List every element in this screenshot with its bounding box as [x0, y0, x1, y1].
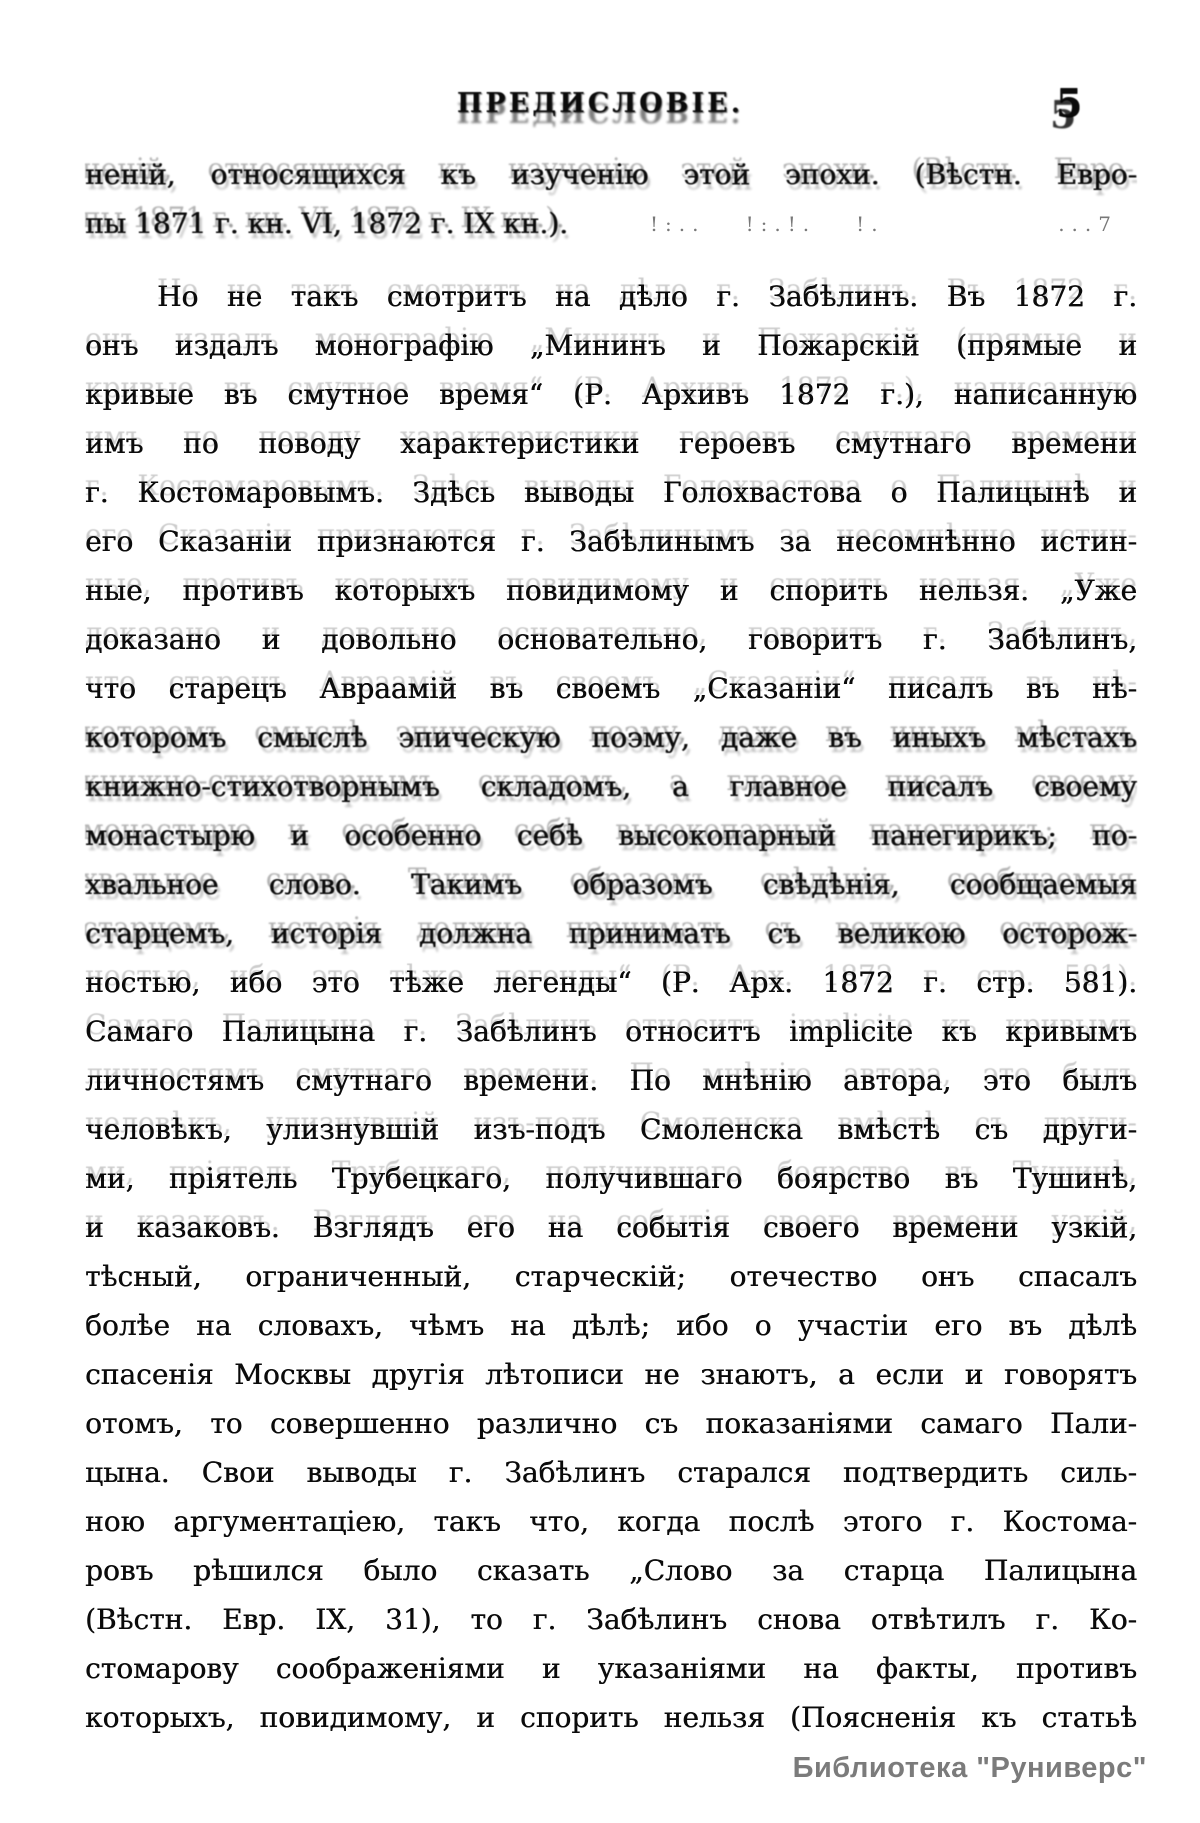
- text-line: и казаковъ. Взглядъ его на событія своего времени узкій,: [85, 1211, 1137, 1244]
- text-line: ми, пріятель Трубецкаго, получившаго боярство въ Тушинѣ,: [85, 1162, 1137, 1195]
- page-header-title: ПРЕДИСЛОВІЕ.: [456, 88, 744, 119]
- text-line: болѣе на словахъ, чѣмъ на дѣлѣ; ибо о участіи его въ дѣлѣ: [85, 1309, 1137, 1342]
- text-line: спасенія Москвы другія лѣтописи не знаютъ, а если и говорятъ: [85, 1358, 1137, 1391]
- text-line: тѣсный, ограниченный, старческій; отечество онъ спасалъ: [85, 1260, 1137, 1293]
- text-line: хвальное слово. Такимъ образомъ свѣдѣнія, сообщаемыя: [85, 868, 1137, 901]
- text-line: ровъ рѣшился было сказать „Слово за старца Палицына: [85, 1554, 1137, 1587]
- text-line: его Сказаніи признаются г. Забѣлинымъ за несомнѣнно истин-: [85, 525, 1137, 558]
- text-line: Самаго Палицына г. Забѣлинъ относитъ implicite къ кривымъ: [85, 1015, 1137, 1048]
- library-watermark: Библиотека "Руниверс": [792, 1752, 1147, 1784]
- text-line: которыхъ, повидимому, и спорить нельзя (Поясненія къ статьѣ: [85, 1701, 1137, 1734]
- text-line: неній, относящихся къ изученію этой эпохи. (Вѣстн. Евро-: [85, 158, 1137, 191]
- text-line: доказано и довольно основательно, говоритъ г. Забѣлинъ,: [85, 623, 1137, 656]
- text-line: монастырю и особенно себѣ высокопарный панегирикъ; по-: [85, 819, 1137, 852]
- print-noise-specks: !:.. !:.!. !. ...7: [650, 212, 1118, 236]
- text-line: личностямъ смутнаго времени. По мнѣнію автора, это былъ: [85, 1064, 1137, 1097]
- text-line: имъ по поводу характеристики героевъ смутнаго времени: [85, 427, 1137, 460]
- text-line: стомарову соображеніями и указаніями на факты, противъ: [85, 1652, 1137, 1685]
- text-line: кривые въ смутное время“ (Р. Архивъ 1872 г.), написанную: [85, 378, 1137, 411]
- text-line: пы 1871 г. кн. VI, 1872 г. IX кн.).: [85, 207, 568, 240]
- paragraph: [85, 272, 1137, 1742]
- text-line: отомъ, то совершенно различно съ показаніями самаго Пали-: [85, 1407, 1137, 1440]
- text-line: ностью, ибо это тѣже легенды“ (Р. Арх. 1872 г. стр. 581).: [85, 966, 1137, 999]
- text-line: ные, противъ которыхъ повидимому и спорить нельзя. „Уже: [85, 574, 1137, 607]
- text-line: которомъ смыслѣ эпическую поэму, даже въ иныхъ мѣстахъ: [85, 721, 1137, 754]
- text-line: ною аргументаціею, такъ что, когда послѣ этого г. Костома-: [85, 1505, 1137, 1538]
- text-line: книжно-стихотворнымъ складомъ, а главное писалъ своему: [85, 770, 1137, 803]
- text-line: г. Костомаровымъ. Здѣсь выводы Голохвастова о Палицынѣ и: [85, 476, 1137, 509]
- text-line: (Вѣстн. Евр. IX, 31), то г. Забѣлинъ снова отвѣтилъ г. Ко-: [85, 1603, 1137, 1636]
- page-number: 5: [1056, 80, 1083, 125]
- text-line: онъ издалъ монографію „Мининъ и Пожарскій (прямые и: [85, 329, 1137, 362]
- text-line: что старецъ Авраамій въ своемъ „Сказаніи“ писалъ въ нѣ-: [85, 672, 1137, 705]
- text-line: цына. Свои выводы г. Забѣлинъ старался подтвердить силь-: [85, 1456, 1137, 1489]
- text-line: старцемъ, исторія должна принимать съ великою осторож-: [85, 917, 1137, 950]
- text-line: человѣкъ, улизнувшій изъ-подъ Смоленска вмѣстѣ съ други-: [85, 1113, 1137, 1146]
- text-line: Но не такъ смотритъ на дѣло г. Забѣлинъ. Въ 1872 г.: [157, 280, 1137, 313]
- body-text: [85, 150, 1137, 1742]
